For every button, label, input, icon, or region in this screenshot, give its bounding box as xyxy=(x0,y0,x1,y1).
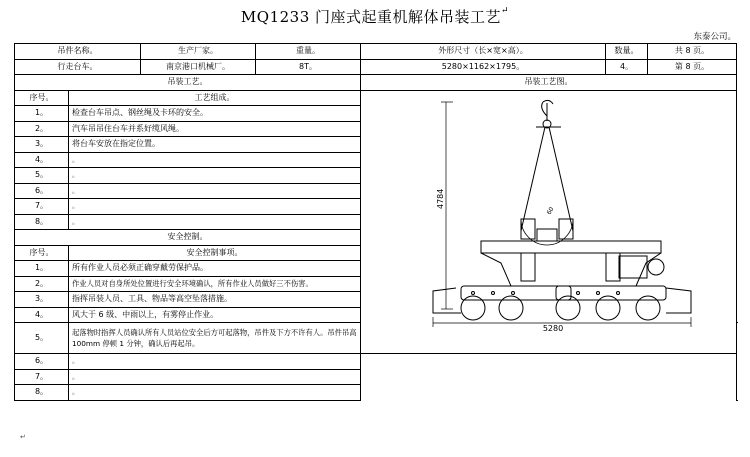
safety-no: 8。 xyxy=(15,385,69,401)
value-manufacturer: 南京港口机械厂。 xyxy=(141,59,256,75)
label-quantity: 数量。 xyxy=(606,44,648,60)
header-label-row xyxy=(15,44,737,60)
col-process: 工艺组成。 xyxy=(69,90,361,106)
safety-text: 。 xyxy=(69,354,361,370)
section-lifting-diagram: 吊装工艺图。 xyxy=(361,75,737,91)
angle-label: 60 xyxy=(545,205,556,216)
title-text: MQ1233 门座式起重机解体吊装工艺 xyxy=(240,8,502,26)
lifting-process-table xyxy=(14,43,737,401)
process-no: 3。 xyxy=(15,137,69,153)
safety-row xyxy=(15,354,737,370)
lifting-diagram xyxy=(361,91,726,331)
safety-no: 4。 xyxy=(15,307,69,323)
height-dimension-label: 4784 xyxy=(436,188,445,209)
safety-row xyxy=(15,385,737,401)
process-text: 将台车安放在指定位置。 xyxy=(69,137,361,153)
col-safety: 安全控制事项。 xyxy=(69,245,361,261)
company-name: 东泰公司。 xyxy=(693,32,736,42)
value-dimensions: 5280×1162×1795。 xyxy=(361,59,606,75)
process-no: 5。 xyxy=(15,168,69,184)
section-lifting-process: 吊装工艺。 xyxy=(15,75,361,91)
process-text: 汽车吊吊住台车并系好缆风绳。 xyxy=(69,121,361,137)
value-part-name: 行走台车。 xyxy=(15,59,141,75)
process-no: 2。 xyxy=(15,121,69,137)
footer-paragraph-mark: ↵ xyxy=(20,433,26,441)
label-weight: 重量。 xyxy=(256,44,361,60)
process-text: 。 xyxy=(69,168,361,184)
sling-left xyxy=(521,127,545,231)
value-quantity: 4。 xyxy=(606,59,648,75)
safety-no: 7。 xyxy=(15,369,69,385)
safety-no: 6。 xyxy=(15,354,69,370)
process-no: 1。 xyxy=(15,106,69,122)
process-text: 。 xyxy=(69,214,361,230)
label-total-pages: 共 8 页。 xyxy=(648,44,737,60)
length-dimension-label: 5280 xyxy=(542,323,564,331)
safety-text: 。 xyxy=(69,385,361,401)
process-col-header-row xyxy=(15,90,737,106)
label-part-name: 吊件名称。 xyxy=(15,44,141,60)
safety-text: 起落物时指挥人员确认所有人员站位安全后方可起落物，吊件及下方不许有人。吊件吊高 100mm 停顿 1 分钟，确认后再起吊。 xyxy=(69,323,361,354)
value-weight: 8T。 xyxy=(256,59,361,75)
title-paragraph-mark: ↵ xyxy=(501,6,510,16)
process-text: 。 xyxy=(69,152,361,168)
document-title xyxy=(0,6,750,27)
header-value-row xyxy=(15,59,737,75)
process-text: 检查台车吊点、钢丝绳及卡环的安全。 xyxy=(69,106,361,122)
value-page-no: 第 8 页。 xyxy=(648,59,737,75)
diagram-cell xyxy=(361,90,737,354)
sling-right xyxy=(549,127,573,231)
label-dimensions: 外形尺寸（长×宽×高）。 xyxy=(361,44,606,60)
safety-text: 所有作业人员必须正确穿戴劳保护品。 xyxy=(69,261,361,277)
process-no: 7。 xyxy=(15,199,69,215)
safety-row xyxy=(15,369,737,385)
safety-text: 指挥吊装人员、工具、物品等高空坠落措施。 xyxy=(69,292,361,308)
safety-no: 1。 xyxy=(15,261,69,277)
process-no: 6。 xyxy=(15,183,69,199)
safety-text: 。 xyxy=(69,369,361,385)
section-safety: 安全控制。 xyxy=(15,230,361,246)
safety-text: 作业人员对自身所处位置进行安全环境确认，所有作业人员做好三不伤害。 xyxy=(69,276,361,292)
safety-no: 3。 xyxy=(15,292,69,308)
safety-no: 2。 xyxy=(15,276,69,292)
process-no: 4。 xyxy=(15,152,69,168)
col-seq: 序号。 xyxy=(15,245,69,261)
process-text: 。 xyxy=(69,183,361,199)
process-text: 。 xyxy=(69,199,361,215)
col-seq: 序号。 xyxy=(15,90,69,106)
safety-text: 风大于 6 级、中雨以上，有雾停止作业。 xyxy=(69,307,361,323)
process-no: 8。 xyxy=(15,214,69,230)
section-header-row xyxy=(15,75,737,91)
safety-no: 5。 xyxy=(15,323,69,354)
label-manufacturer: 生产厂家。 xyxy=(141,44,256,60)
